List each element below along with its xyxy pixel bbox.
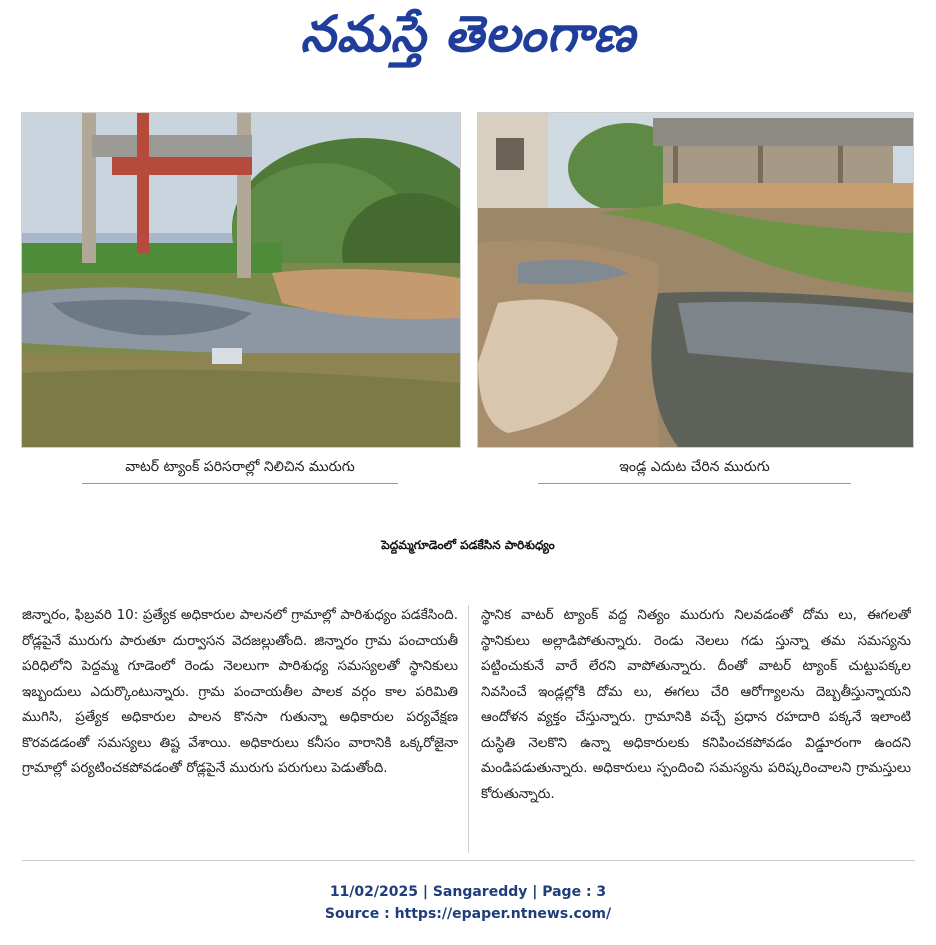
article-headline: పెద్దమ్మగూడెంలో పడకేసిన పారిశుధ్యం xyxy=(381,537,555,552)
footer-date-edition: 11/02/2025 | Sangareddy | Page : 3 xyxy=(329,884,607,900)
photo-house-front xyxy=(477,112,914,448)
caption-underline xyxy=(538,483,851,484)
column-divider xyxy=(468,605,469,853)
article-column-2: స్థానిక వాటర్‌ ట్యాంక్‌ వద్ద నిత్యం మురుగు నిలవడంతో దోమ లు, ఈగలతో స్థానికులు అల్లాడిపోతున్నారు. రెండు నెలలు గడు స్తున్నా తమ సమస్యను పట్టించుకునే వారే లేరని వాపోతున్నారు. దీంతో వాటర్‌ ట్యాంక్‌ చుట్టుపక్కల నివసించే ఇండ్లల్లోకి దోమ లు, ఈగలు చేరి ఆరోగ్యాలను దెబ్బతీస్తున్నాయని ఆందోళన వ్యక్తం చేస్తున్నారు. గ్రామానికి వచ్చే ప్రధాన రహదారి పక్కనే ఇలాంటి దుస్థితి నెలకొని ఉన్నా అధికారులకు కనిపించకపోవడం విడ్డూరంగా ఉందని మండిపడుతున్నారు. అధికారులు స్పందించి సమస్యను పరిష్కరించాలని గ్రామస్తులు కోరుతున్నారు. xyxy=(481,607,911,802)
masthead-title: నమస్తే తెలంగాణ xyxy=(300,4,636,63)
masthead xyxy=(0,0,936,80)
photo-water-tank xyxy=(21,112,461,448)
photo-caption-1-text: వాటర్‌ ట్యాంక్‌ పరిసరాల్లో నిలిచిన మురుగు xyxy=(125,458,355,475)
photo-caption-1 xyxy=(21,452,459,484)
footer-source-link[interactable]: Source : https://epaper.ntnews.com/ xyxy=(324,906,612,922)
photo-caption-2-text: ఇండ్ల ఎదుట చేరిన మురుగు xyxy=(619,458,770,475)
footer-divider xyxy=(22,860,915,861)
article-column-1: జిన్నారం, ఫిబ్రవరి 10: ప్రత్యేక అధికారుల పాలనలో గ్రామాల్లో పారిశుధ్యం పడకేసింది. రోడ్లపైనే మురుగు పారుతూ దుర్వాసన వెదజల్లుతోంది. జిన్నారం గ్రామ పంచాయతీ పరిధిలోని పెద్దమ్మ గూడెంలో రెండు నెలలుగా పారిశుధ్య సమస్యలతో స్థానికులు ఇబ్బందులు ఎదుర్కొంటున్నారు. గ్రామ పంచాయతీల పాలక వర్గం కాల పరిమితి ముగిసి, ప్రత్యేక అధికారుల పాలన కొనసా గుతున్నా అధికారుల పర్యవేక్షణ కొరవడడంతో సమస్యలు తిష్ట వేశాయి. అధికారులు కనీసం వారానికి ఒక్కరోజైనా గ్రామాల్లో పర్యటించకపోవడంతో రోడ్లపైనే మురుగు పరుగులు పెడుతోంది. xyxy=(22,607,458,776)
caption-underline xyxy=(82,483,397,484)
photo-caption-2 xyxy=(477,452,912,484)
